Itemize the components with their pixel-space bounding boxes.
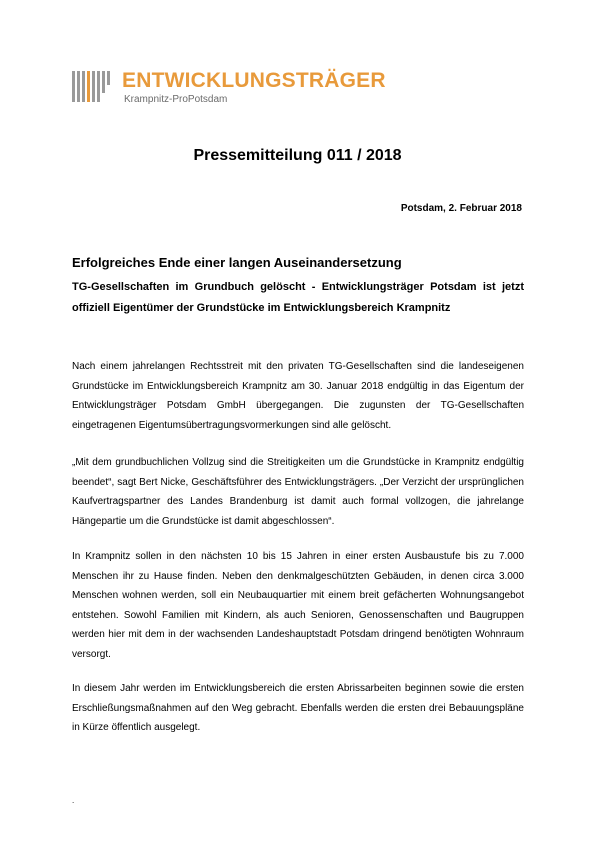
logo-tagline: Krampnitz-ProPotsdam — [124, 94, 228, 105]
company-logo — [72, 67, 386, 107]
page-title: Pressemitteilung 011 / 2018 — [193, 147, 402, 164]
paragraph-3: In Krampnitz sollen in den nächsten 10 bis 15 Jahren in einer ersten Ausbaustufe bis zu 7.000 Menschen ihr zu Hause finden. Neben den denkmalgeschützten Gebäuden, in denen circa 3.000 Menschen wohnen werden, soll ein Neubauquartier mit einem breit gefächerten Wohnungsangebot entstehen. Sowohl Familien mit Kindern, als auch Senioren, Genossenschaften und Baugruppen werden hier mit dem in der wachsenden Landeshauptstadt Potsdam dringend benötigten Wohnraum versorgt. — [72, 551, 524, 660]
subheadline: TG-Gesellschaften im Grundbuch gelöscht - Entwicklungsträger Potsdam ist jetzt offiziell Eigentümer der Grundstücke im Entwicklungsbereich Krampnitz — [72, 281, 524, 314]
footnote-mark: . — [72, 796, 75, 805]
logo-bars-icon — [72, 71, 112, 102]
paragraph-2: „Mit dem grundbuchlichen Vollzug sind die Streitigkeiten um die Grundstücke in Krampnitz endgültig beendet“, sagt Bert Nicke, Geschäftsführer des Entwicklungsträgers. „Der Verzicht der ursprünglichen Kaufvertragspartner des Landes Brandenburg ist damit auch formal vollzogen, die jahrelange Hängepartie um die Grundstücke ist damit abgeschlossen“. — [72, 457, 524, 527]
paragraph-1: Nach einem jahrelangen Rechtsstreit mit den privaten TG-Gesellschaften sind die landeseigenen Grundstücke im Entwicklungsbereich Krampnitz am 30. Januar 2018 endgültig in das Eigentum der Entwicklungsträger Potsdam GmbH übergegangen. Die zugunsten der TG-Gesellschaften eingetragenen Eigentumsübertragungsvormerkungen sind alle gelöscht. — [72, 361, 524, 431]
logo-wordmark: ENTWICKLUNGSTRÄGER — [122, 69, 386, 92]
headline: Erfolgreiches Ende einer langen Auseinandersetzung — [72, 255, 402, 270]
paragraph-4: In diesem Jahr werden im Entwicklungsbereich die ersten Abrissarbeiten beginnen sowie die ersten Erschließungsmaßnahmen auf den Weg gebracht. Ebenfalls werden die ersten drei Bebauungspläne in Kürze öffentlich ausgelegt. — [72, 683, 524, 734]
dateline: Potsdam, 2. Februar 2018 — [400, 203, 522, 214]
